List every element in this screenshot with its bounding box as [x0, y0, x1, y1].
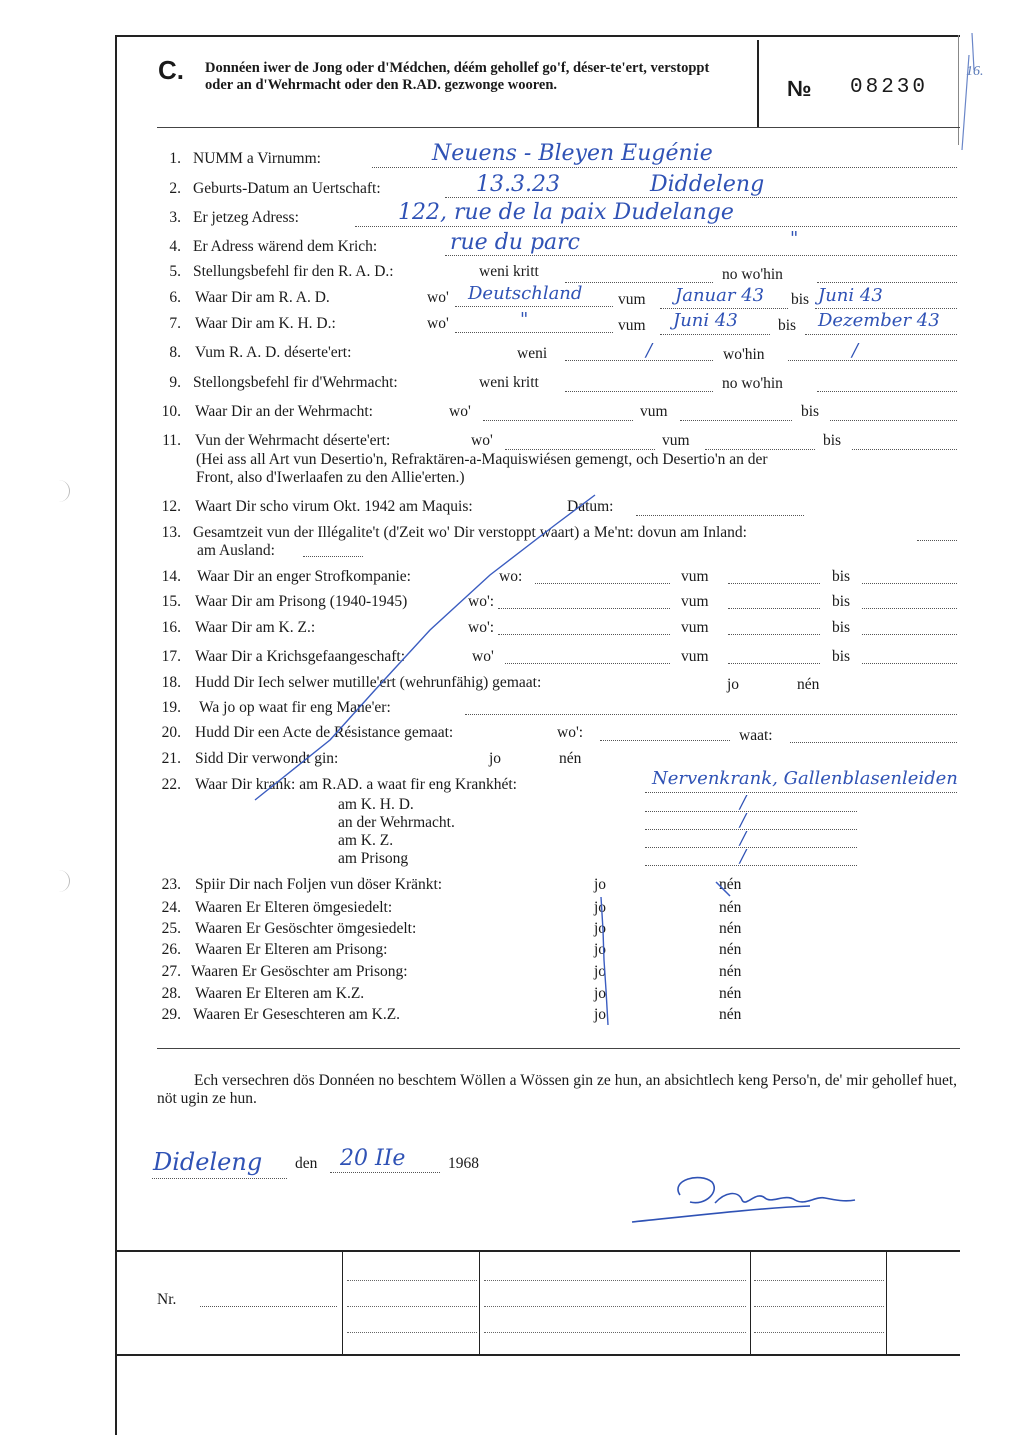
item-label: Geburts-Datum an Uertschaft: [193, 180, 381, 197]
nen-tick-mark [716, 882, 730, 896]
number-label: № [787, 76, 812, 101]
signature-icon [632, 1178, 855, 1222]
item-label: Waaren Er Elteren am K.Z. [195, 985, 365, 1002]
item-label: Vun der Wehrmacht déserte'ert: [195, 432, 391, 449]
item-label: Spiir Dir nach Foljen vun döser Kränkt: [195, 876, 443, 893]
handwritten-signing-place: Dideleng [153, 1148, 263, 1176]
handwritten-slash: / [852, 340, 859, 361]
item-11-note-line-2: Front, also d'Iwerlaafen zu den Allie'erten.) [196, 469, 465, 486]
item-label: Waar Dir am Prisong (1940-1945) [195, 593, 408, 610]
item-label: Waaren Er Gesöschter ömgesiedelt: [195, 920, 417, 937]
handwritten-rad-place: Deutschland [468, 283, 583, 304]
corner-pen-stroke [962, 33, 974, 150]
corner-handwritten-mark: 16. [966, 64, 984, 79]
declaration-text: Ech versechren dös Donnéen no beschtem Wöllen a Wössen gin ze hun, an absichtlech keng Perso'n, de' mir gehollef huet, nöt ugin ze hun. [157, 1072, 957, 1107]
item-label: Er Adress wärend dem Krich: [193, 238, 378, 255]
item-label: Waar Dir am K. H. D.: [195, 315, 336, 332]
handwritten-khd-place: " [520, 309, 529, 330]
handwritten-illness: Nervenkrank, Gallenblasenleiden [652, 768, 958, 789]
nr-label: Nr. [157, 1291, 177, 1308]
item-label: Waar Dir krank: am R.AD. a waat fir eng Krankhét: [195, 776, 517, 793]
item-label: Waar Dir a Krichsgefaangeschaft: [195, 648, 406, 665]
item-label: Hudd Dir Iech selwer mutille'ert (wehrunfähig) gemaat: [195, 674, 542, 691]
section-letter: C. [158, 55, 184, 85]
item-label: Waar Dir an enger Strofkompanie: [197, 568, 411, 585]
handwritten-ditto-mark: " [790, 228, 799, 249]
item-label: Waaren Er Elteren ömgesiedelt: [195, 899, 393, 916]
item-label: Waaren Er Geseschteren am K.Z. [193, 1006, 401, 1023]
handwritten-wartime-address: rue du parc [450, 230, 580, 255]
handwritten-khd-from: Juni 43 [673, 310, 738, 331]
item-label: Waar Dir am K. Z.: [195, 619, 316, 636]
item-label: Vum R. A. D. déserte'ert: [195, 344, 352, 361]
handwritten-birth-place: Diddeleng [650, 172, 765, 197]
item-label: Waart Dir scho virum Okt. 1942 am Maquis: [195, 498, 473, 515]
item-label: Sidd Dir verwondt gin: [195, 750, 339, 767]
handwritten-slash: / [646, 340, 653, 361]
section-title: Donnéen iwer de Jong oder d'Médchen, déém gehollef go'f, déser-te'ert, verstoppt oder an d'Wehrmacht oder den R.AD. gezwonge wooren. [205, 60, 710, 93]
handwritten-rad-from: Januar 43 [675, 285, 765, 306]
handwritten-slash: / [740, 846, 747, 867]
handwritten-birth-date: 13.3.23 [476, 172, 560, 197]
item-label: Waaren Er Gesöschter am Prisong: [191, 963, 408, 980]
item-label: Wa jo op waat fir eng Mane'er: [199, 699, 391, 716]
handwritten-signing-date: 20 IIe [340, 1146, 406, 1171]
item-label: Er jetzeg Adress: [193, 209, 299, 226]
item-label: Waaren Er Elteren am Prisong: [195, 941, 388, 958]
item-label: Gesamtzeit vun der Illégalite't (d'Zeit wo' Dir verstoppt waart) a Me'nt: dovun am Inland: [193, 524, 747, 541]
diagonal-strike-line [255, 495, 595, 800]
form-number: 08230 [850, 76, 929, 99]
vertical-strike-line [601, 897, 608, 1025]
handwritten-khd-to: Dezember 43 [818, 310, 940, 331]
item-11-note-line-1: (Hei ass all Art vun Desertio'n, Refraktären-a-Maquiswiésen gemengt, och Desertio'n an der [196, 451, 768, 468]
form-page: C. Donnéen iwer de Jong oder d'Médchen, déém gehollef go'f, déser-te'ert, verstoppt oder an d'Wehrmacht oder den R.AD. gezwonge wooren. № 08230 16. 1. NUMM a Virnumm: Neuens - Bleyen Eugénie 2. Geburts-Datum an Uertschaft: 13.3.23 Diddeleng 3. Er jetzeg Adress: 122, rue de la paix Dudelange 4. Er Adress wärend dem Krich: rue du parc " 5. Stellungsbefehl fir den R. A. D.: weni kritt no wo'hin 6. Waar Dir am R. A. D. wo' vum bis Deutschland Januar 43 Juni 43 7. Waar Dir am K. H. D.: wo' vum bis " Juni 43 Dezember 43 8. Vum R. A. D. déserte'ert: weni wo'hin / / 9. Stellongsbefehl fir d'Wehrmacht: weni kritt no wo'hin 10. Waar Dir an der Wehrmacht: wo' vum bis 11. Vun der Wehrmacht déserte'ert: wo' vum bis (Hei ass all Art vun Desertio'n, Refraktären-a-Maquiswiésen gemengt, och Desertio'n an der Front, also d'Iwerlaafen zu den Allie'erten.) 12. Waart Dir scho virum Okt. 1942 am Maquis: Datum: 13. Gesamtzeit vun der Illégalite't (d'Zeit wo' Dir verstoppt waart) a Me'nt: dovun am Inland: am Ausland: 14. Waar Dir an enger Strofkompanie: wo: vum bis 15. Waar Dir am Prisong (1940-1945) wo': vum bis 16. Waar Dir am K. Z.: wo': vum bis 17. Waar Dir a Krichsgefaangeschaft: wo' vum bis 18. Hudd Dir Iech selwer mutille'ert (wehrunfähig) gemaat: jo nén 19. Wa jo op waat fir eng Mane'er: 20. Hudd Dir een Acte de Résistance gemaat: wo': waat: 21. Sidd Dir verwondt gin: jo nén 22. Waar Dir krank: am R.AD. a waat fir eng Krankhét: Nervenkrank, Gallenblasenleiden am K. H. D. an der Wehrmacht. am K. Z. am Prisong / / / / 23. Spiir Dir nach Foljen vun döser Kränkt: jo nén 24. Waaren Er Elteren ömgesiedelt: jo nén 25. Waaren Er Gesöschter ömgesiedelt: jo nén 26. Waaren Er Elteren am Prisong: jo nén 27. Waaren Er Gesöschter am Prisong: jo nén 28. Waaren Er Elteren am K.Z. jo nén 29. Waaren Er Geseschteren am K.Z. jo nén Ech versechren dös Donnéen no beschtem Wöllen a Wössen gin ze hun, an absichtlech keng Perso'n, de' mir gehollef huet, nöt ugin ze hun. Dideleng den 20 IIe 1968 Nr. [0, 0, 1024, 1445]
handwritten-slash: / [740, 828, 747, 849]
handwritten-slash: / [740, 792, 747, 813]
handwritten-slash: / [740, 810, 747, 831]
handwritten-name: Neuens - Bleyen Eugénie [432, 141, 713, 166]
handwritten-current-address: 122, rue de la paix Dudelange [398, 200, 734, 225]
item-label: Stellungsbefehl fir den R. A. D.: [193, 263, 394, 280]
handwritten-rad-to: Juni 43 [818, 285, 883, 306]
item-label: Waar Dir am R. A. D. [195, 289, 330, 306]
item-label: NUMM a Virnumm: [193, 150, 321, 167]
item-label: Stellongsbefehl fir d'Wehrmacht: [193, 374, 398, 391]
item-label: Waar Dir an der Wehrmacht: [195, 403, 373, 420]
item-label: Hudd Dir een Acte de Résistance gemaat: [195, 724, 454, 741]
